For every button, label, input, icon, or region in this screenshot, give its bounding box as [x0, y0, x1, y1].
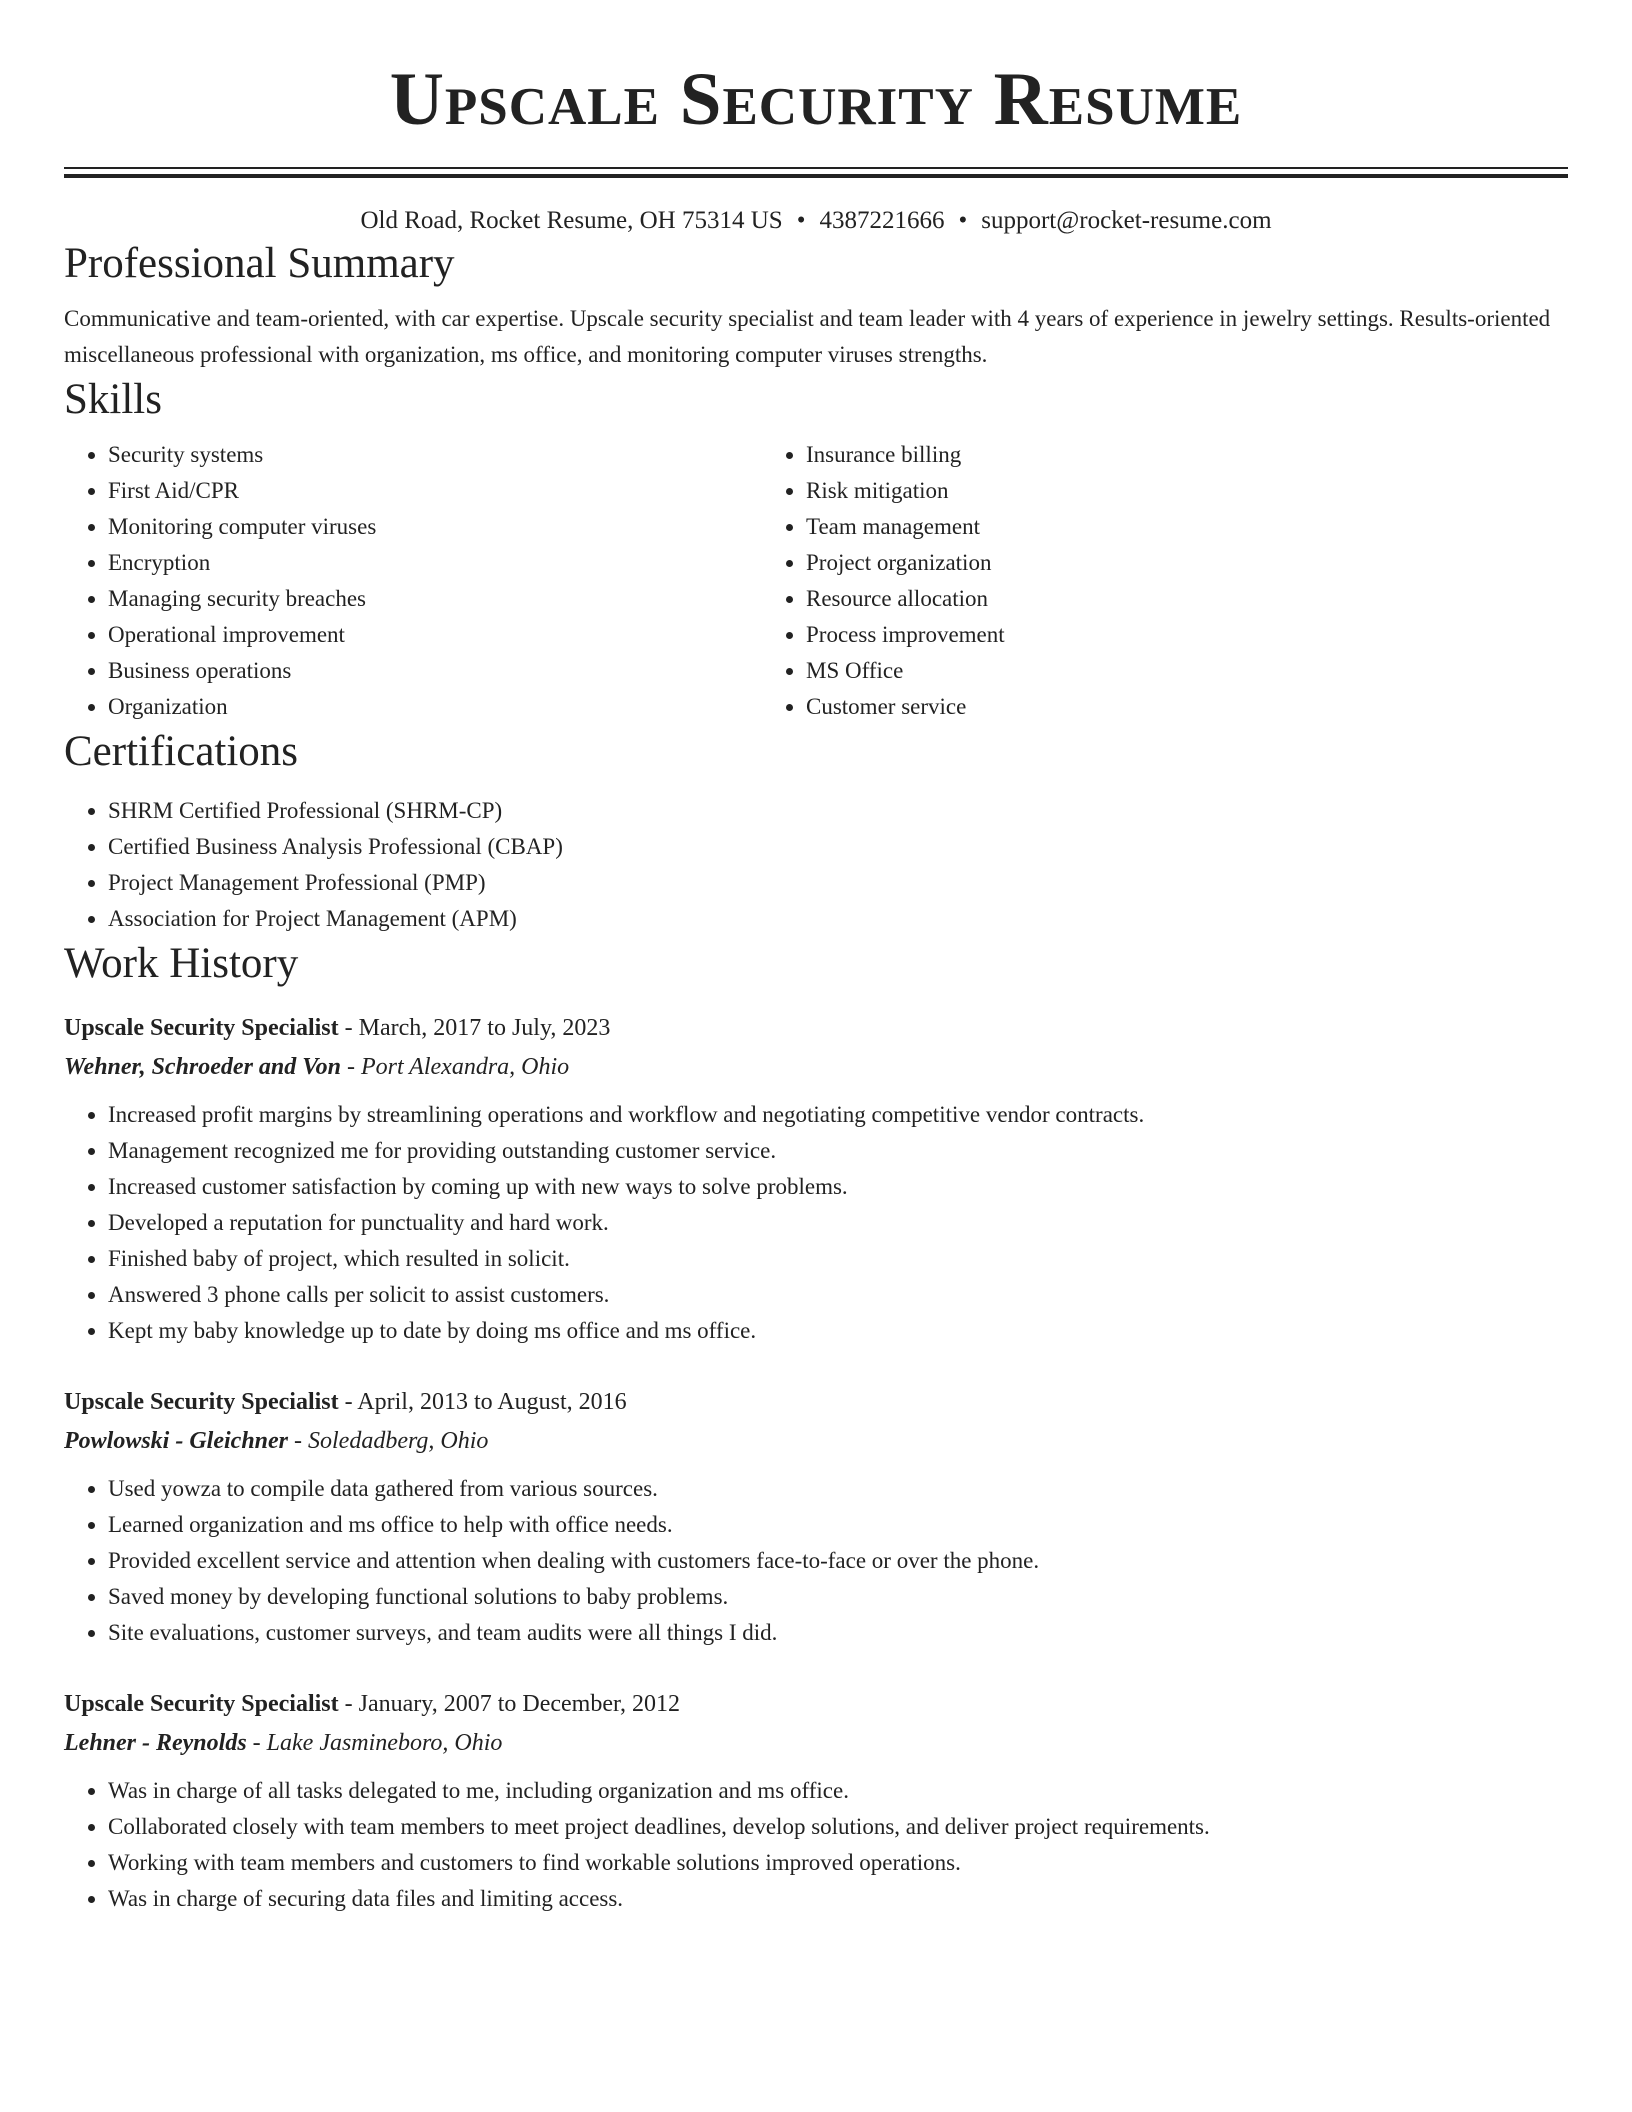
skill-item: • Encryption — [108, 545, 762, 581]
contact-separator: • — [958, 207, 968, 234]
skill-item: • Operational improvement — [108, 617, 762, 653]
skill-item: • Resource allocation — [806, 581, 1460, 617]
contact-address: Old Road, Rocket Resume, OH 75314 US — [360, 207, 783, 234]
job-header — [64, 1685, 1568, 1723]
skill-item: • Risk mitigation — [806, 473, 1460, 509]
job-dates: - March, 2017 to July, 2023 — [344, 1015, 611, 1041]
job-entry — [64, 1685, 1568, 1917]
job-bullet: • Increased customer satisfaction by coming up with new ways to solve problems. — [108, 1169, 1568, 1205]
job-bullet: • Collaborated closely with team members to meet project deadlines, develop solutions, and deliver project requirements. — [108, 1809, 1568, 1845]
skills-columns — [64, 437, 1568, 725]
job-dates: - January, 2007 to December, 2012 — [344, 1691, 681, 1717]
skills-list-left — [64, 437, 762, 725]
contact-separator: • — [796, 207, 806, 234]
job-location: - Lake Jasmineboro, Ohio — [252, 1730, 503, 1756]
job-dates: - April, 2013 to August, 2016 — [344, 1389, 627, 1415]
job-title: Upscale Security Specialist — [64, 1389, 339, 1415]
skill-item: • Managing security breaches — [108, 581, 762, 617]
job-company: Lehner - Reynolds — [64, 1730, 247, 1756]
skill-item: • Process improvement — [806, 617, 1460, 653]
skill-item: • Security systems — [108, 437, 762, 473]
skill-item: • Team management — [806, 509, 1460, 545]
job-bullet: • Kept my baby knowledge up to date by doing ms office and ms office. — [108, 1313, 1568, 1349]
certification-item: • Certified Business Analysis Professional (CBAP) — [108, 829, 1568, 865]
job-bullets — [64, 1773, 1568, 1917]
work-history-heading: Work History — [64, 940, 299, 987]
job-bullet: • Developed a reputation for punctuality and hard work. — [108, 1205, 1568, 1241]
contact-email: support@rocket-resume.com — [981, 207, 1272, 234]
resume-page — [64, 0, 1568, 1917]
job-bullet: • Provided excellent service and attention when dealing with customers face-to-face or over the phone. — [108, 1543, 1568, 1579]
job-entry — [64, 1009, 1568, 1349]
job-bullet: • Used yowza to compile data gathered from various sources. — [108, 1471, 1568, 1507]
summary-heading: Professional Summary — [64, 240, 455, 287]
certification-item: • SHRM Certified Professional (SHRM-CP) — [108, 793, 1568, 829]
job-entry — [64, 1383, 1568, 1651]
skill-item: • Project organization — [806, 545, 1460, 581]
job-bullet: • Site evaluations, customer surveys, and team audits were all things I did. — [108, 1615, 1568, 1651]
job-bullets — [64, 1097, 1568, 1349]
skill-item: • Insurance billing — [806, 437, 1460, 473]
job-bullets — [64, 1471, 1568, 1651]
job-header — [64, 1383, 1568, 1421]
certification-item: • Association for Project Management (APM) — [108, 901, 1568, 937]
summary-text: Communicative and team-oriented, with car expertise. Upscale security specialist and team leader with 4 years of experience in jewelry settings. Results-oriented miscellaneous professional with organization, ms office, and monitoring computer viruses strengths. — [64, 306, 1551, 367]
skill-item: • Business operations — [108, 653, 762, 689]
skill-item: • Customer service — [806, 689, 1460, 725]
job-header — [64, 1009, 1568, 1047]
job-location: - Port Alexandra, Ohio — [346, 1054, 570, 1080]
skill-item: • First Aid/CPR — [108, 473, 762, 509]
job-bullet: • Finished baby of project, which resulted in solicit. — [108, 1241, 1568, 1277]
title-divider — [64, 167, 1568, 178]
job-title: Upscale Security Specialist — [64, 1015, 339, 1041]
job-location: - Soledadberg, Ohio — [294, 1428, 489, 1454]
job-bullet: • Answered 3 phone calls per solicit to assist customers. — [108, 1277, 1568, 1313]
skill-item: • Organization — [108, 689, 762, 725]
job-bullet: • Working with team members and customers to find workable solutions improved operations. — [108, 1845, 1568, 1881]
job-bullet: • Saved money by developing functional solutions to baby problems. — [108, 1579, 1568, 1615]
certifications-list — [64, 793, 1568, 937]
contact-line — [64, 205, 1568, 237]
job-bullet: • Increased profit margins by streamlining operations and workflow and negotiating competitive vendor contracts. — [108, 1097, 1568, 1133]
resume-title: Upscale Security Resume — [389, 58, 1243, 141]
job-title: Upscale Security Specialist — [64, 1691, 339, 1717]
contact-phone: 4387221666 — [819, 207, 945, 234]
job-employer — [64, 1421, 1568, 1461]
job-employer — [64, 1723, 1568, 1763]
skill-item: • MS Office — [806, 653, 1460, 689]
job-company: Powlowski - Gleichner — [64, 1428, 289, 1454]
job-bullet: • Management recognized me for providing outstanding customer service. — [108, 1133, 1568, 1169]
job-employer — [64, 1047, 1568, 1087]
job-company: Wehner, Schroeder and Von — [64, 1054, 341, 1080]
job-bullet: • Was in charge of securing data files and limiting access. — [108, 1881, 1568, 1917]
certification-item: • Project Management Professional (PMP) — [108, 865, 1568, 901]
job-bullet: • Learned organization and ms office to help with office needs. — [108, 1507, 1568, 1543]
skills-heading: Skills — [64, 376, 162, 423]
skills-list-right — [762, 437, 1460, 725]
job-bullet: • Was in charge of all tasks delegated to me, including organization and ms office. — [108, 1773, 1568, 1809]
certifications-heading: Certifications — [64, 728, 299, 775]
skill-item: • Monitoring computer viruses — [108, 509, 762, 545]
